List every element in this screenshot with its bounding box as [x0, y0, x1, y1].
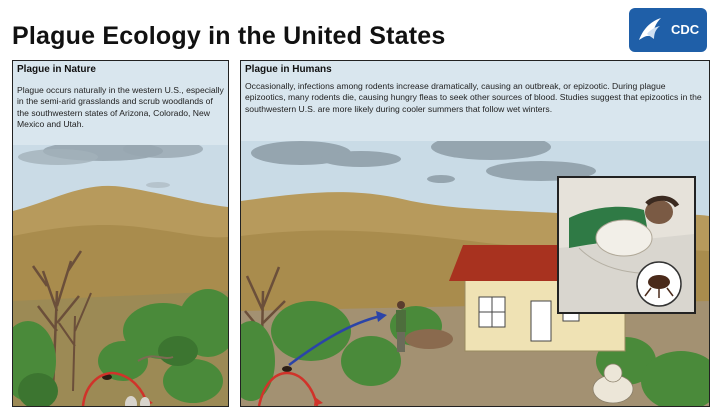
cdc-logo [629, 8, 707, 52]
panel-title: Plague in Nature [17, 64, 96, 75]
panel-text: Plague occurs naturally in the western U.S., especially in the semi-arid grasslands and scrub woodlands of the southwestern states of Arizona, Colorado, New Mexico and Utah. [17, 85, 224, 130]
bitten-person-inset [557, 176, 696, 314]
page-title: Plague Ecology in the United States [12, 22, 446, 50]
inset-illustration [559, 178, 694, 312]
panel-text: Occasionally, infections among rodents increase dramatically, causing an outbreak, or epizootic. During plague epizootics, many rodents die, causing hungry fleas to seek other sources of blood. Studies suggest that epizootics in the southwestern U.S. are more likely during cooler summers that follow wet winters. [245, 81, 702, 114]
woodpile [405, 329, 453, 349]
flea-icon [282, 366, 292, 372]
panel-title: Plague in Humans [245, 64, 332, 75]
logo-text: CDC [671, 22, 700, 37]
panel-plague-in-nature [12, 60, 229, 407]
cdc-eagle-icon [633, 12, 669, 48]
